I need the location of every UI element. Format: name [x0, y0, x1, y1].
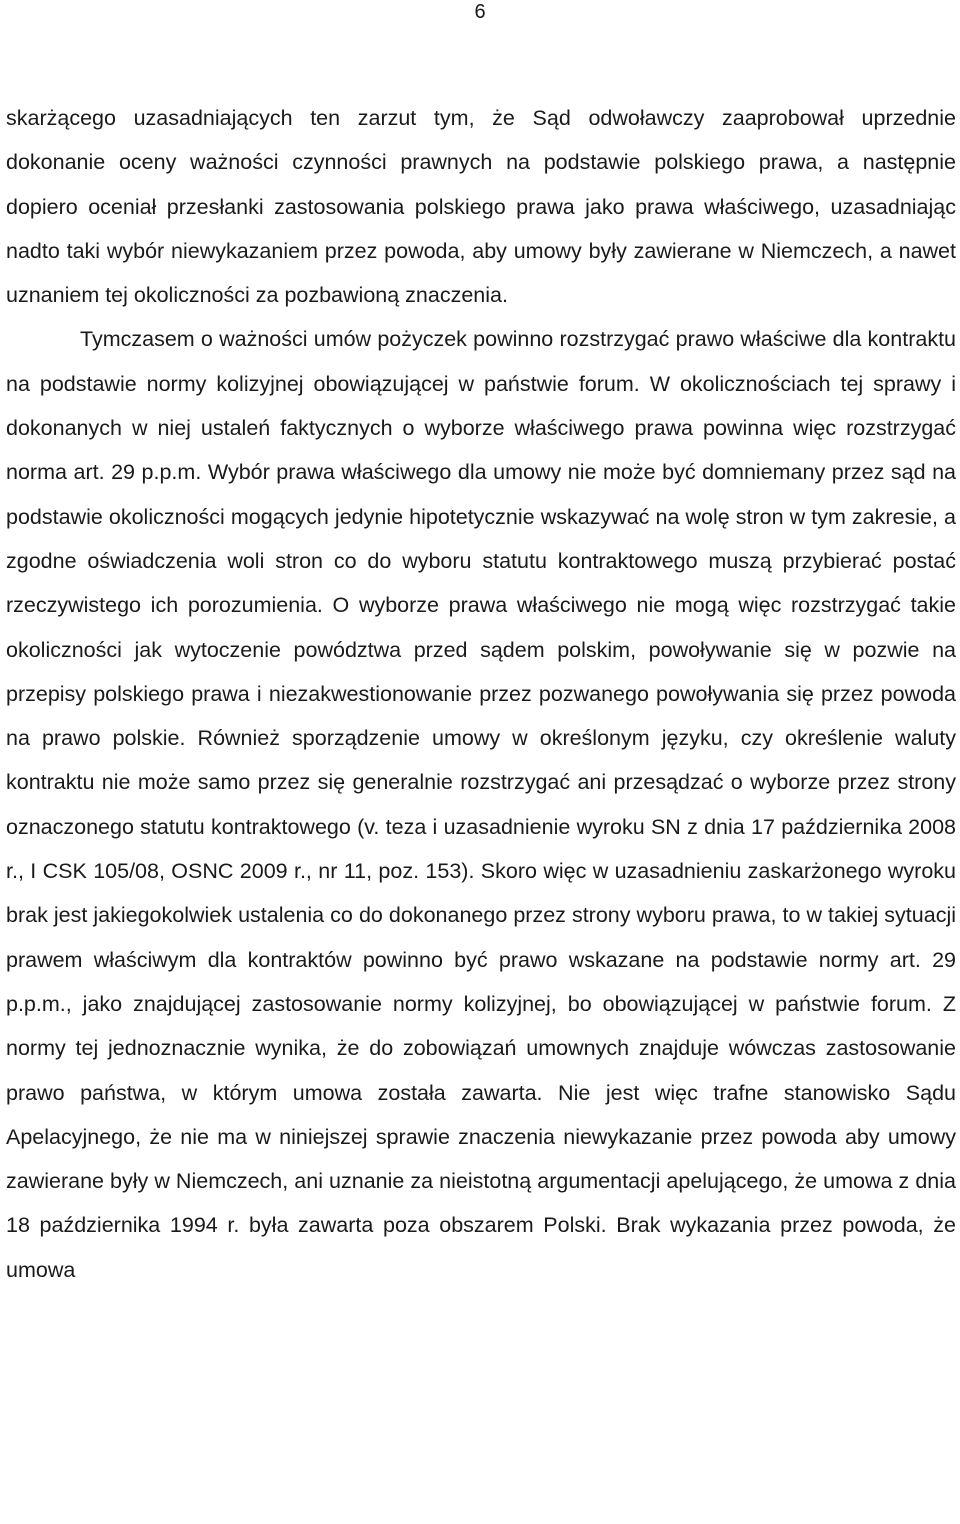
page-number: 6 — [474, 1, 486, 23]
document-body — [6, 96, 956, 1292]
paragraph-continuation: skarżącego uzasadniających ten zarzut tym, że Sąd odwoławczy zaaprobował uprzednie dokonanie oceny ważności czynności prawnych na podstawie polskiego prawa, a następnie dopiero oceniał przesłanki zastosowania polskiego prawa jako prawa właściwego, uzasadniając nadto taki wybór niewykazaniem przez powoda, aby umowy były zawierane w Niemczech, a nawet uznaniem tej okoliczności za pozbawioną znaczenia. — [6, 106, 956, 308]
paragraph: Tymczasem o ważności umów pożyczek powinno rozstrzygać prawo właściwe dla kontraktu na podstawie normy kolizyjnej obowiązującej w państwie forum. W okolicznościach tej sprawy i dokonanych w niej ustaleń faktycznych o wyborze właściwego prawa powinna więc rozstrzygać norma art. 29 p.p.m. Wybór prawa właściwego dla umowy nie może być domniemany przez sąd na podstawie okoliczności mogących jedynie hipotetycznie wskazywać na wolę stron w tym zakresie, a zgodne oświadczenia woli stron co do wyboru statutu kontraktowego muszą przybierać postać rzeczywistego ich porozumienia. O wyborze prawa właściwego nie mogą więc rozstrzygać takie okoliczności jak wytoczenie powództwa przed sądem polskim, powoływanie się w pozwie na przepisy polskiego prawa i niezakwestionowanie przez pozwanego powoływania się przez powoda na prawo polskie. Również sporządzenie umowy w określonym języku, czy określenie waluty kontraktu nie może samo przez się generalnie rozstrzygać ani przesądzać o wyborze przez strony oznaczonego statutu kontraktowego (v. teza i uzasadnienie wyroku SN z dnia 17 października 2008 r., I CSK 105/08, OSNC 2009 r., nr 11, poz. 153). Skoro więc w uzasadnieniu zaskarżonego wyroku brak jest jakiegokolwiek ustalenia co do dokonanego przez strony wyboru prawa, to w takiej sytuacji prawem właściwym dla kontraktów powinno być prawo wskazane na podstawie normy art. 29 p.p.m., jako znajdującej zastosowanie normy kolizyjnej, bo obowiązującej w państwie forum. Z normy tej jednoznacznie wynika, że do zobowiązań umownych znajduje wówczas zastosowanie prawo państwa, w którym umowa została zawarta. Nie jest więc trafne stanowisko Sądu Apelacyjnego, że nie ma w niniejszej sprawie znaczenia niewykazanie przez powoda aby umowy zawierane były w Niemczech, ani uznanie za nieistotną argumentacji apelującego, że umowa z dnia 18 października 1994 r. była zawarta poza obszarem Polski. Brak wykazania przez powoda, że umowa — [6, 327, 956, 1282]
